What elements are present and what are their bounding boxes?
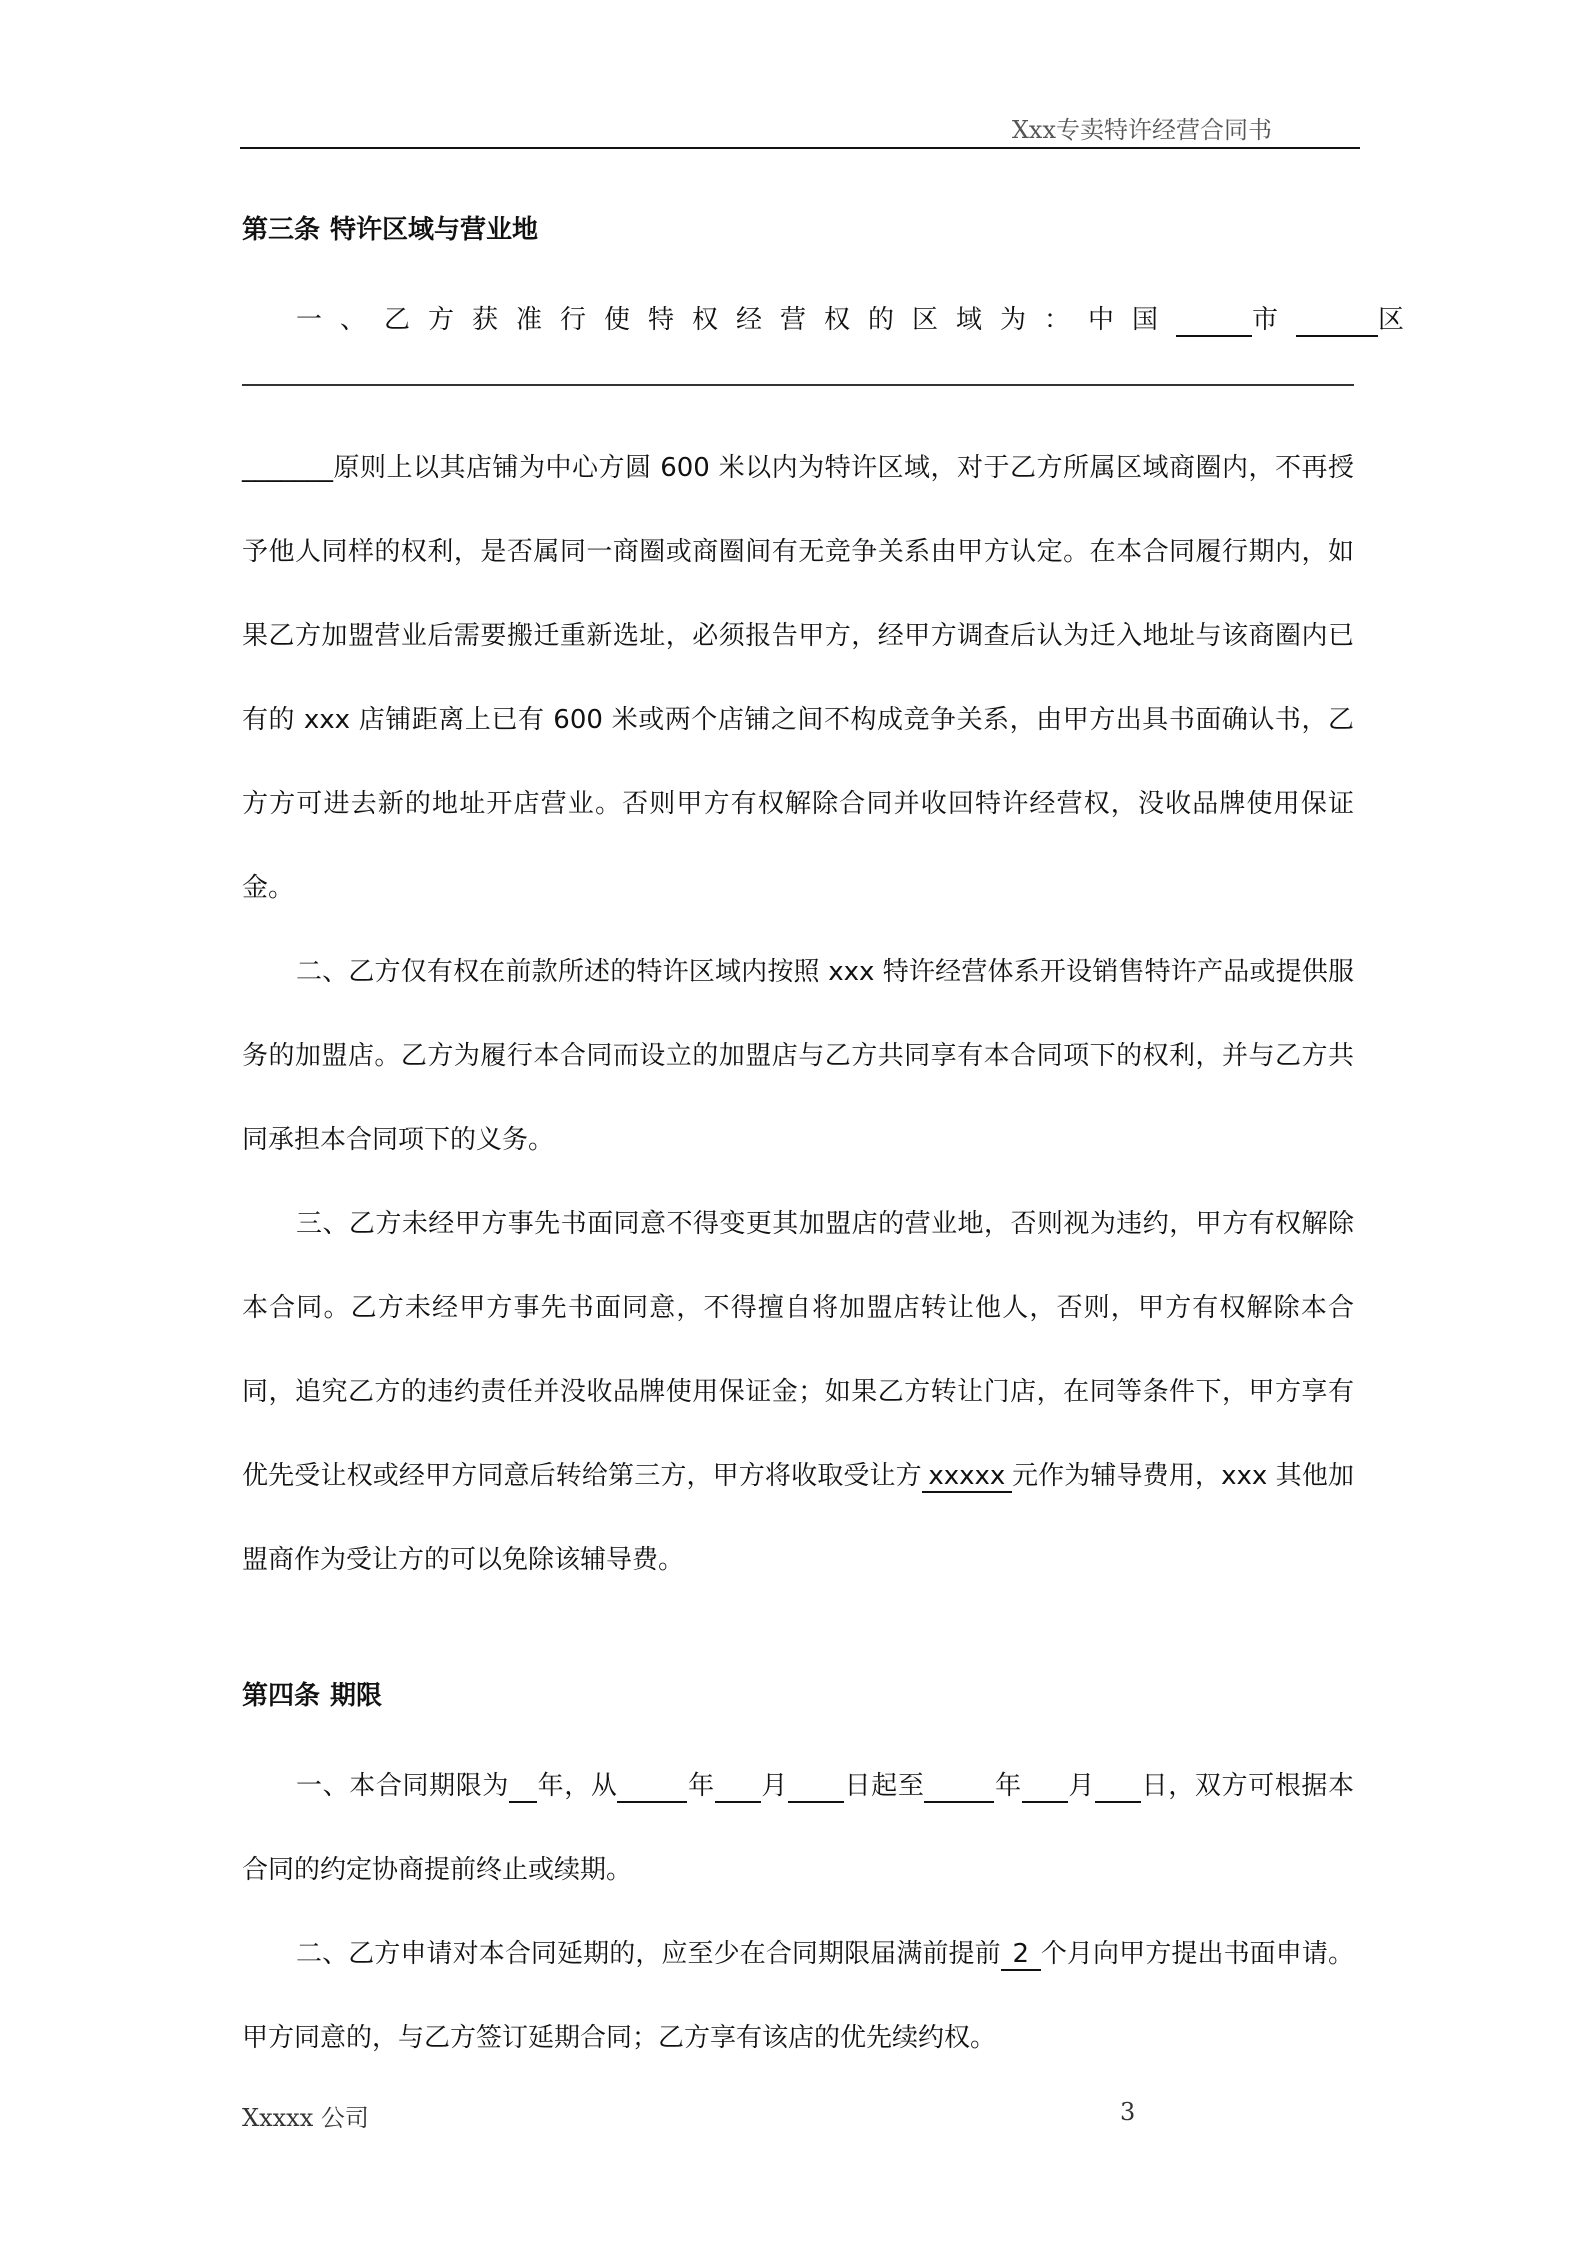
start-month-label: 月	[760, 1771, 788, 1801]
end-month-label: 月	[1067, 1771, 1095, 1801]
article-4-heading	[242, 1676, 1354, 1716]
clause-3-text-a: 三、乙方未经甲方事先书面同意不得变更其加盟店的营业地，否则视为违约，甲方有权解除本合同。乙方未经甲方事先书面同意，不得擅自将加盟店转让他人，否则，甲方有权解除本合同，追究乙方的违约责任并没收品牌使用保证金；如果乙方转让门店，在同等条件下，甲方享有优先受让权或经甲方同意后转给第三方，甲方将收取受让方	[242, 1209, 1354, 1491]
end-month-blank	[1022, 1771, 1068, 1803]
city-label: 市	[1252, 305, 1297, 335]
extension-months-value: 2	[1001, 1939, 1041, 1971]
footer-page-number: 3	[1120, 2098, 1136, 2126]
term-year-label: 年，从	[536, 1771, 618, 1801]
clause-1-prefix: 一、乙方获准行使特权经营权的区域为：中国	[296, 305, 1177, 335]
end-year-label: 年	[994, 1771, 1022, 1801]
article-3-clause-1-first-line	[242, 278, 1423, 362]
extension-text-b: 个月向甲方提出书面申请。甲方同意的，与乙方签订延期合同；乙方享有该店的优先续约权。	[242, 1939, 1354, 2053]
article-3-clause-3	[242, 1182, 1354, 1602]
district-blank	[1296, 305, 1378, 337]
address-blank-tail: _______	[242, 453, 333, 483]
start-year-label: 年	[687, 1771, 715, 1801]
extension-text-a: 二、乙方申请对本合同延期的，应至少在合同期限届满前提前	[296, 1939, 1001, 1969]
article-3-clause-2: 二、乙方仅有权在前款所述的特许区域内按照 xxx 特许经营体系开设销售特许产品或提供服务的加盟店。乙方为履行本合同而设立的加盟店与乙方共同享有本合同项下的权利，并与乙方共同承担本合同项下的义务。	[242, 957, 1354, 1155]
article-4-number: 第四条	[242, 1681, 321, 1711]
district-label: 区	[1378, 305, 1423, 335]
start-month-blank	[715, 1771, 761, 1803]
city-blank	[1176, 305, 1252, 337]
start-day-label: 日起至	[843, 1771, 925, 1801]
footer-company: Xxxxx 公司	[242, 2104, 369, 2132]
clause-3-text-b: 元作为辅导费用，xxx 其他加盟商作为受让方的可以免除该辅导费。	[242, 1461, 1354, 1575]
article-3-clause-1-body	[242, 426, 1354, 930]
start-day-blank	[788, 1771, 844, 1803]
term-years-blank	[509, 1771, 537, 1803]
fee-blank: xxxxx	[922, 1461, 1012, 1493]
clause-1-text: 原则上以其店铺为中心方圆 600 米以内为特许区域，对于乙方所属区域商圈内，不再授予他人同样的权利，是否属同一商圈或商圈间有无竞争关系由甲方认定。在本合同履行期内，如果乙方加盟营业后需要搬迁重新选址，必须报告甲方，经甲方调查后认为迁入地址与该商圈内已有的 xxx 店铺距离上已有 600 米或两个店铺之间不构成竞争关系，由甲方出具书面确认书，乙方方可进去新的地址开店营业。否则甲方有权解除合同并收回特许经营权，没收品牌使用保证金。	[242, 453, 1354, 903]
article-3-title: 特许区域与营业地	[330, 215, 539, 245]
end-day-label: 日，双方可根据本合同的约定协商提前终止或续期。	[242, 1771, 1354, 1885]
article-4-clause-2	[242, 1912, 1354, 2080]
end-day-blank	[1095, 1771, 1141, 1803]
term-text-a: 一、本合同期限为	[296, 1771, 509, 1801]
address-blank-line	[242, 384, 1354, 386]
header-title: Xxx专卖特许经营合同书	[1011, 116, 1272, 144]
article-4-clause-1	[242, 1744, 1354, 1912]
end-year-blank	[924, 1771, 994, 1803]
article-3-heading	[242, 210, 1354, 250]
start-year-blank	[617, 1771, 687, 1803]
article-3-number: 第三条	[242, 215, 321, 245]
article-4-title: 期限	[330, 1681, 383, 1711]
document-body	[242, 190, 1423, 2080]
header-rule	[240, 147, 1360, 149]
